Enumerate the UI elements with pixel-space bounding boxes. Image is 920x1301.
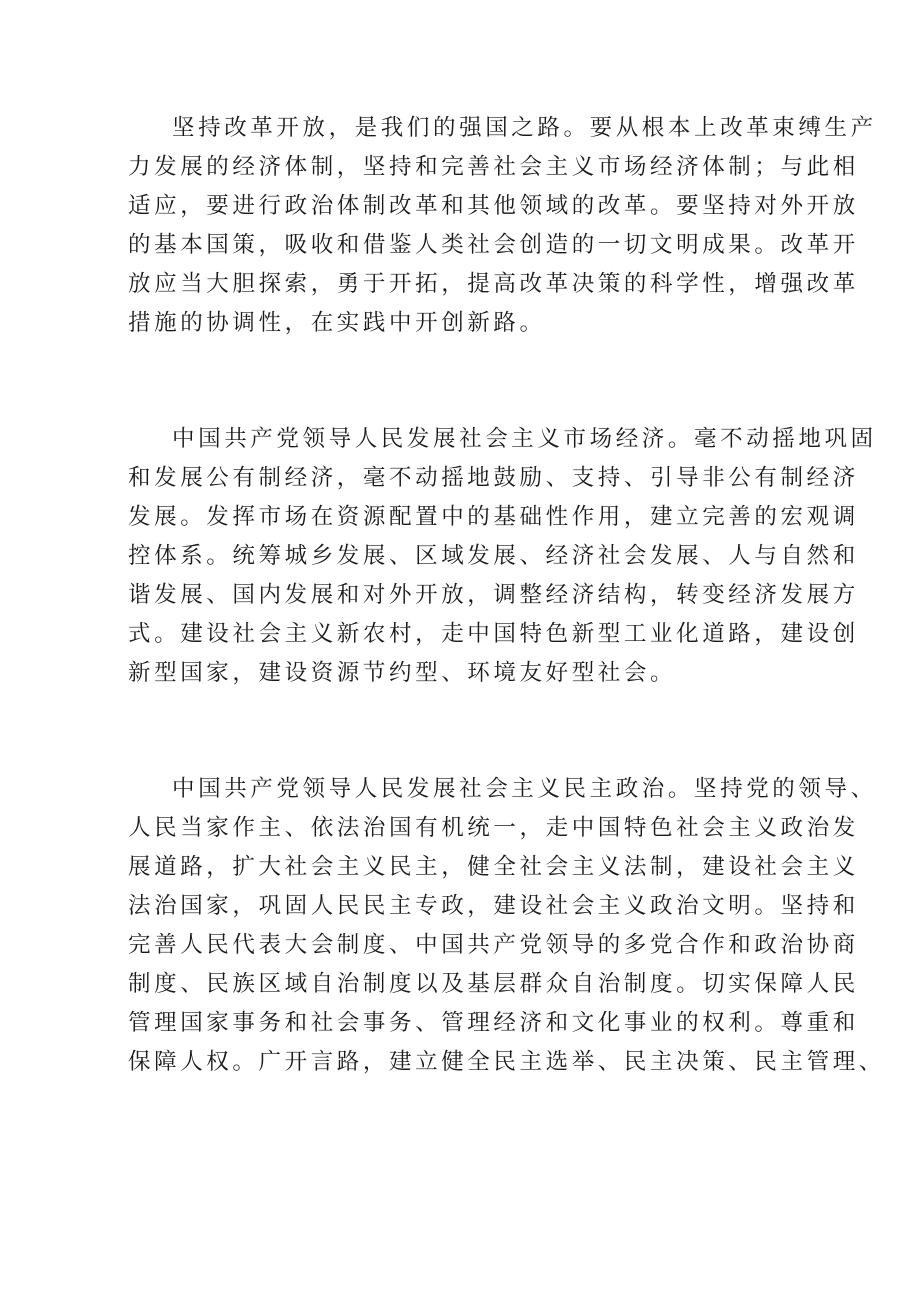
text-line: 新型国家，建设资源节约型、环境友好型社会。 bbox=[128, 660, 677, 686]
text-line: 法治国家，巩固人民民主专政，建设社会主义政治文明。坚持和 bbox=[128, 893, 859, 919]
text-line: 中国共产党领导人民发展社会主义市场经济。毫不动摇地巩固 bbox=[172, 426, 877, 452]
text-line: 展道路，扩大社会主义民主，健全社会主义法制，建设社会主义 bbox=[128, 854, 859, 880]
text-line: 保障人权。广开言路，建立健全民主选举、民主决策、民主管理、 bbox=[128, 1049, 885, 1075]
text-line: 和发展公有制经济，毫不动摇地鼓励、支持、引导非公有制经济 bbox=[128, 465, 859, 491]
text-line: 坚持改革开放，是我们的强国之路。要从根本上改革束缚生产 bbox=[172, 115, 877, 141]
paragraph-reform-opening bbox=[128, 109, 877, 343]
text-line: 管理国家事务和社会事务、管理经济和文化事业的权利。尊重和 bbox=[128, 1010, 859, 1036]
text-line: 力发展的经济体制，坚持和完善社会主义市场经济体制；与此相 bbox=[128, 154, 859, 180]
text-line: 制度、民族区域自治制度以及基层群众自治制度。切实保障人民 bbox=[128, 971, 859, 997]
text-line: 人民当家作主、依法治国有机统一，走中国特色社会主义政治发 bbox=[128, 815, 859, 841]
text-line: 放应当大胆探索，勇于开拓，提高改革决策的科学性，增强改革 bbox=[128, 271, 859, 297]
paragraph-democratic-politics bbox=[128, 770, 885, 1082]
text-line: 措施的协调性，在实践中开创新路。 bbox=[128, 310, 546, 336]
text-line: 发展。发挥市场在资源配置中的基础性作用，建立完善的宏观调 bbox=[128, 504, 859, 530]
text-line: 的基本国策，吸收和借鉴人类社会创造的一切文明成果。改革开 bbox=[128, 232, 859, 258]
text-line: 谐发展、国内发展和对外开放，调整经济结构，转变经济发展方 bbox=[128, 582, 859, 608]
text-line: 适应，要进行政治体制改革和其他领域的改革。要坚持对外开放 bbox=[128, 193, 859, 219]
text-line: 式。建设社会主义新农村，走中国特色新型工业化道路，建设创 bbox=[128, 621, 859, 647]
text-line: 控体系。统筹城乡发展、区域发展、经济社会发展、人与自然和 bbox=[128, 543, 859, 569]
text-line: 中国共产党领导人民发展社会主义民主政治。坚持党的领导、 bbox=[172, 776, 877, 802]
paragraph-market-economy bbox=[128, 420, 877, 693]
text-line: 完善人民代表大会制度、中国共产党领导的多党合作和政治协商 bbox=[128, 932, 859, 958]
